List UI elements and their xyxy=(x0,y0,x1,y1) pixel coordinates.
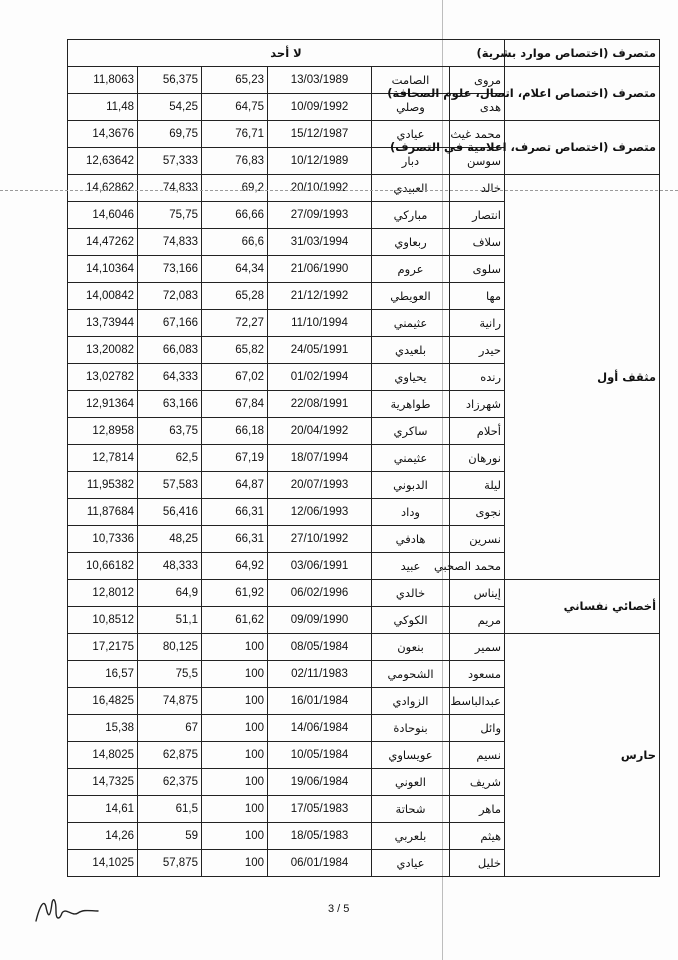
first-name: خالد xyxy=(450,175,505,202)
birth-date: 19/06/1984 xyxy=(268,769,372,796)
first-name: مها xyxy=(450,283,505,310)
birth-date: 24/05/1991 xyxy=(268,337,372,364)
first-name: خليل xyxy=(450,850,505,877)
family-name: عويساوي xyxy=(372,742,450,769)
family-name: بنوحادة xyxy=(372,715,450,742)
exam-score: 57,333 xyxy=(138,148,202,175)
exam-score: 74,833 xyxy=(138,175,202,202)
family-name: الكوكي xyxy=(372,607,450,634)
grade-score: 100 xyxy=(202,661,268,688)
grade-score: 67,84 xyxy=(202,391,268,418)
grade-score: 76,83 xyxy=(202,148,268,175)
category-cell: أخصائي نفساني xyxy=(505,580,660,634)
exam-score: 57,875 xyxy=(138,850,202,877)
grade-score: 65,82 xyxy=(202,337,268,364)
final-score: 14,00842 xyxy=(68,283,138,310)
final-score: 10,8512 xyxy=(68,607,138,634)
family-name: عيادي xyxy=(372,121,450,148)
first-name: نورهان xyxy=(450,445,505,472)
signature xyxy=(32,895,102,925)
birth-date: 31/03/1994 xyxy=(268,229,372,256)
exam-score: 63,166 xyxy=(138,391,202,418)
birth-date: 10/05/1984 xyxy=(268,742,372,769)
first-name: شهرزاد xyxy=(450,391,505,418)
exam-score: 64,9 xyxy=(138,580,202,607)
first-name: رانية xyxy=(450,310,505,337)
final-score: 17,2175 xyxy=(68,634,138,661)
page-number: 3 / 5 xyxy=(328,903,350,915)
first-name: إيناس xyxy=(450,580,505,607)
first-name: سلوى xyxy=(450,256,505,283)
birth-date: 27/10/1992 xyxy=(268,526,372,553)
final-score: 14,26 xyxy=(68,823,138,850)
final-score: 14,1025 xyxy=(68,850,138,877)
birth-date: 08/05/1984 xyxy=(268,634,372,661)
grade-score: 67,19 xyxy=(202,445,268,472)
first-name: مريم xyxy=(450,607,505,634)
grade-score: 76,71 xyxy=(202,121,268,148)
first-name: وائل xyxy=(450,715,505,742)
exam-score: 57,583 xyxy=(138,472,202,499)
birth-date: 17/05/1983 xyxy=(268,796,372,823)
birth-date: 20/10/1992 xyxy=(268,175,372,202)
first-name: ماهر xyxy=(450,796,505,823)
exam-score: 72,083 xyxy=(138,283,202,310)
exam-score: 74,833 xyxy=(138,229,202,256)
first-name: سلاف xyxy=(450,229,505,256)
family-name: العويطي xyxy=(372,283,450,310)
exam-score: 59 xyxy=(138,823,202,850)
first-name: هيثم xyxy=(450,823,505,850)
grade-score: 64,92 xyxy=(202,553,268,580)
first-name: محمد الصحبي xyxy=(450,553,505,580)
first-name: نسيم xyxy=(450,742,505,769)
family-name: الصامت xyxy=(372,67,450,94)
first-name: رنده xyxy=(450,364,505,391)
family-name: بلعربي xyxy=(372,823,450,850)
first-name: مروى xyxy=(450,67,505,94)
grade-score: 100 xyxy=(202,634,268,661)
final-score: 13,73944 xyxy=(68,310,138,337)
first-name: هدى xyxy=(450,94,505,121)
birth-date: 12/06/1993 xyxy=(268,499,372,526)
final-score: 14,10364 xyxy=(68,256,138,283)
family-name: العبيدي xyxy=(372,175,450,202)
family-name: عروم xyxy=(372,256,450,283)
final-score: 16,4825 xyxy=(68,688,138,715)
family-name: ساكري xyxy=(372,418,450,445)
final-score: 13,20082 xyxy=(68,337,138,364)
family-name: الزوادي xyxy=(372,688,450,715)
table-row xyxy=(68,580,660,607)
final-score: 12,7814 xyxy=(68,445,138,472)
birth-date: 18/07/1994 xyxy=(268,445,372,472)
exam-score: 54,25 xyxy=(138,94,202,121)
first-name: انتصار xyxy=(450,202,505,229)
final-score: 11,8063 xyxy=(68,67,138,94)
family-name: مباركي xyxy=(372,202,450,229)
family-name: يحياوي xyxy=(372,364,450,391)
birth-date: 22/08/1991 xyxy=(268,391,372,418)
category-cell: مثقف أول xyxy=(505,175,660,580)
grade-score: 100 xyxy=(202,715,268,742)
birth-date: 09/09/1990 xyxy=(268,607,372,634)
final-score: 10,7336 xyxy=(68,526,138,553)
table-row xyxy=(68,175,660,202)
final-score: 14,47262 xyxy=(68,229,138,256)
family-name: عثيمني xyxy=(372,310,450,337)
birth-date: 10/09/1992 xyxy=(268,94,372,121)
final-score: 14,62862 xyxy=(68,175,138,202)
results-table-body xyxy=(68,40,660,877)
final-score: 14,8025 xyxy=(68,742,138,769)
exam-score: 74,875 xyxy=(138,688,202,715)
exam-score: 67,166 xyxy=(138,310,202,337)
birth-date: 01/02/1994 xyxy=(268,364,372,391)
birth-date: 20/07/1993 xyxy=(268,472,372,499)
birth-date: 03/06/1991 xyxy=(268,553,372,580)
grade-score: 66,31 xyxy=(202,499,268,526)
category-cell: متصرف (اختصاص تصرف، اعلامية في التصرف) xyxy=(505,121,660,175)
family-name: بلعيدي xyxy=(372,337,450,364)
final-score: 11,87684 xyxy=(68,499,138,526)
grade-score: 65,28 xyxy=(202,283,268,310)
first-name: سمير xyxy=(450,634,505,661)
birth-date: 15/12/1987 xyxy=(268,121,372,148)
scan-cut-line xyxy=(0,190,678,191)
family-name: وصلي xyxy=(372,94,450,121)
birth-date: 14/06/1984 xyxy=(268,715,372,742)
first-name: ليلة xyxy=(450,472,505,499)
grade-score: 100 xyxy=(202,769,268,796)
exam-score: 61,5 xyxy=(138,796,202,823)
final-score: 12,63642 xyxy=(68,148,138,175)
exam-score: 75,5 xyxy=(138,661,202,688)
category-cell: حارس xyxy=(505,634,660,877)
exam-score: 62,875 xyxy=(138,742,202,769)
exam-score: 67 xyxy=(138,715,202,742)
final-score: 16,57 xyxy=(68,661,138,688)
birth-date: 27/09/1993 xyxy=(268,202,372,229)
grade-score: 100 xyxy=(202,742,268,769)
first-name: سوسن xyxy=(450,148,505,175)
family-name: ربعاوي xyxy=(372,229,450,256)
final-score: 11,48 xyxy=(68,94,138,121)
exam-score: 66,083 xyxy=(138,337,202,364)
family-name: الشحومي xyxy=(372,661,450,688)
table-row xyxy=(68,634,660,661)
grade-score: 61,62 xyxy=(202,607,268,634)
category-cell: متصرف (اختصاص اعلام، اتصال، علوم الصحافة) xyxy=(505,67,660,121)
exam-score: 64,333 xyxy=(138,364,202,391)
grade-score: 100 xyxy=(202,850,268,877)
table-row xyxy=(68,67,660,94)
family-name: دبار xyxy=(372,148,450,175)
final-score: 14,7325 xyxy=(68,769,138,796)
final-score: 14,3676 xyxy=(68,121,138,148)
final-score: 12,8958 xyxy=(68,418,138,445)
exam-score: 73,166 xyxy=(138,256,202,283)
grade-score: 65,23 xyxy=(202,67,268,94)
first-name: عبدالباسط xyxy=(450,688,505,715)
grade-score: 61,92 xyxy=(202,580,268,607)
family-name: العوني xyxy=(372,769,450,796)
grade-score: 66,6 xyxy=(202,229,268,256)
exam-score: 48,333 xyxy=(138,553,202,580)
exam-score: 51,1 xyxy=(138,607,202,634)
birth-date: 21/06/1990 xyxy=(268,256,372,283)
final-score: 12,8012 xyxy=(68,580,138,607)
final-score: 13,02782 xyxy=(68,364,138,391)
grade-score: 100 xyxy=(202,823,268,850)
grade-score: 64,34 xyxy=(202,256,268,283)
birth-date: 18/05/1983 xyxy=(268,823,372,850)
exam-score: 62,375 xyxy=(138,769,202,796)
exam-score: 56,375 xyxy=(138,67,202,94)
first-name: حيدر xyxy=(450,337,505,364)
family-name: هادفي xyxy=(372,526,450,553)
birth-date: 06/01/1984 xyxy=(268,850,372,877)
birth-date: 06/02/1996 xyxy=(268,580,372,607)
category-cell: متصرف (اختصاص موارد بشرية) xyxy=(505,40,660,67)
grade-score: 100 xyxy=(202,796,268,823)
birth-date: 20/04/1992 xyxy=(268,418,372,445)
family-name: طواهرية xyxy=(372,391,450,418)
exam-score: 62,5 xyxy=(138,445,202,472)
first-name: نجوى xyxy=(450,499,505,526)
grade-score: 100 xyxy=(202,688,268,715)
birth-date: 21/12/1992 xyxy=(268,283,372,310)
exam-score: 69,75 xyxy=(138,121,202,148)
family-name: عبيد xyxy=(372,553,450,580)
exam-score: 80,125 xyxy=(138,634,202,661)
family-name: عثيمني xyxy=(372,445,450,472)
first-name: شريف xyxy=(450,769,505,796)
grade-score: 64,87 xyxy=(202,472,268,499)
family-name: الدبوني xyxy=(372,472,450,499)
top-row xyxy=(68,40,660,67)
final-score: 14,6046 xyxy=(68,202,138,229)
grade-score: 66,18 xyxy=(202,418,268,445)
results-table xyxy=(67,39,660,877)
birth-date: 02/11/1983 xyxy=(268,661,372,688)
final-score: 14,61 xyxy=(68,796,138,823)
family-name: بنعون xyxy=(372,634,450,661)
birth-date: 16/01/1984 xyxy=(268,688,372,715)
family-name: شحاتة xyxy=(372,796,450,823)
birth-date: 13/03/1989 xyxy=(268,67,372,94)
grade-score: 66,31 xyxy=(202,526,268,553)
table-row xyxy=(68,121,660,148)
final-score: 12,91364 xyxy=(68,391,138,418)
family-name: عيادي xyxy=(372,850,450,877)
grade-score: 69,2 xyxy=(202,175,268,202)
first-name: نسرين xyxy=(450,526,505,553)
final-score: 10,66182 xyxy=(68,553,138,580)
grade-score: 72,27 xyxy=(202,310,268,337)
exam-score: 63,75 xyxy=(138,418,202,445)
exam-score: 56,416 xyxy=(138,499,202,526)
birth-date: 10/12/1989 xyxy=(268,148,372,175)
first-name: مسعود xyxy=(450,661,505,688)
none-label: لا أحد xyxy=(68,40,505,67)
family-name: خالدي xyxy=(372,580,450,607)
grade-score: 66,66 xyxy=(202,202,268,229)
birth-date: 11/10/1994 xyxy=(268,310,372,337)
exam-score: 75,75 xyxy=(138,202,202,229)
final-score: 15,38 xyxy=(68,715,138,742)
first-name: أحلام xyxy=(450,418,505,445)
grade-score: 67,02 xyxy=(202,364,268,391)
exam-score: 48,25 xyxy=(138,526,202,553)
grade-score: 64,75 xyxy=(202,94,268,121)
family-name: وداد xyxy=(372,499,450,526)
first-name: محمد غيث xyxy=(450,121,505,148)
final-score: 11,95382 xyxy=(68,472,138,499)
